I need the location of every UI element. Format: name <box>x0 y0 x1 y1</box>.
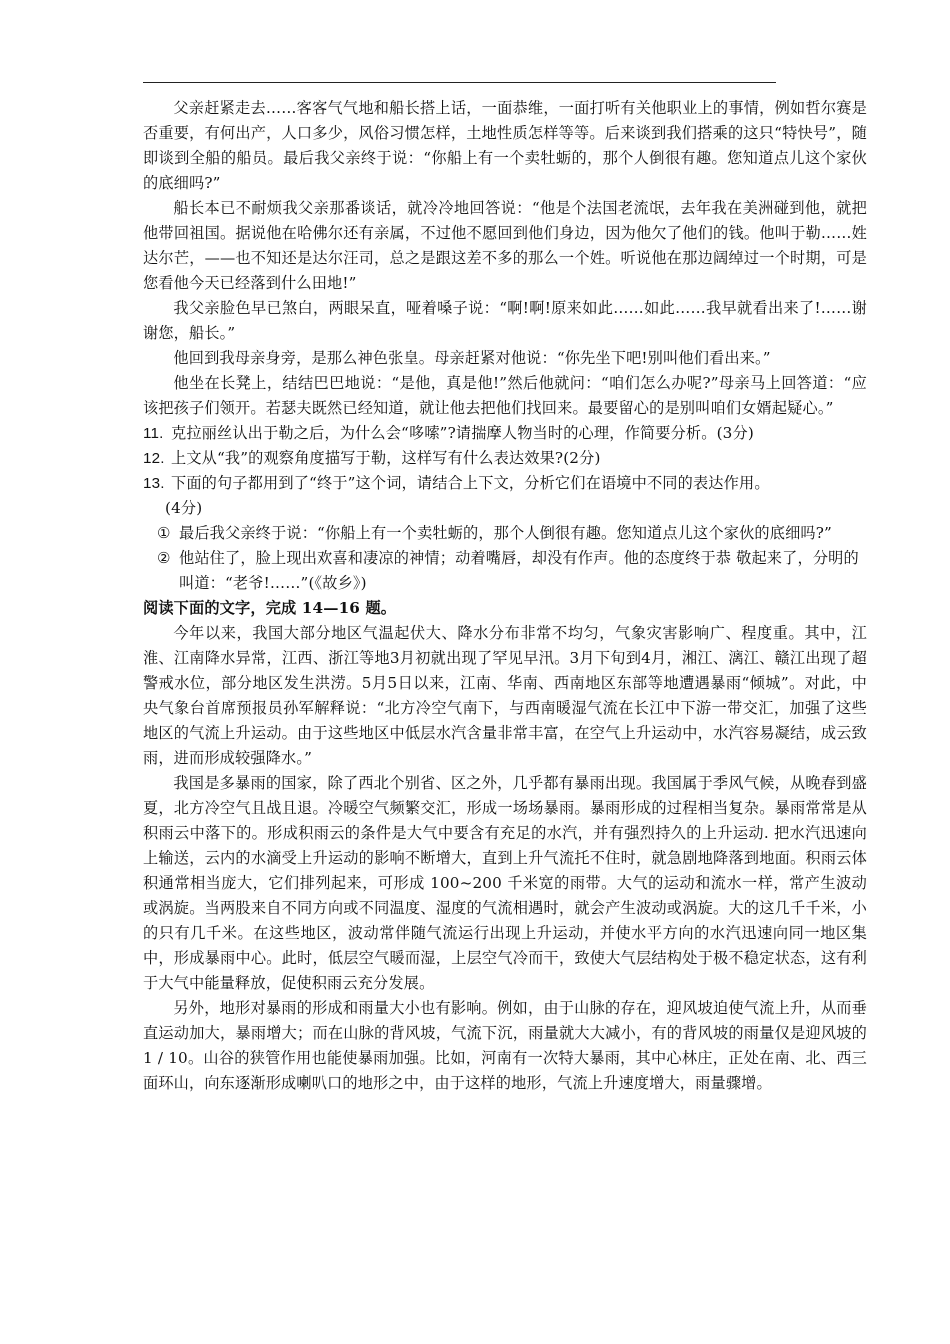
article-paragraph: 我国是多暴雨的国家，除了西北个别省、区之外，几乎都有暴雨出现。我国属于季风气候，从晚春到盛夏，北方冷空气且战且退。冷暖空气频繁交汇，形成一场场暴雨。暴雨形成的过程相当复杂。暴雨常常是从积雨云中落下的。形成积雨云的条件是大气中要含有充足的水汽，并有强烈持久的上升运动. 把水汽迅速向上输送，云内的水滴受上升运动的影响不断增大，直到上升气流托不住时，就急剧地降落到地面。积雨云体积通常相当庞大，它们排列起来，可形成 100~200 千米宽的雨带。大气的运动和流水一样，常产生波动或涡旋。当两股来自不同方向或不同温度、湿度的气流相遇时，就会产生波动或涡旋。大的这几千千米，小的只有几千米。在这些地区，波动常伴随气流运行出现上升运动，并使水平方向的水汽迅速向同一地区集中，形成暴雨中心。此时，低层空气暖而湿，上层空气冷而干，致使大气层结构处于极不稳定状态，这有利于大气中能量释放，促使积雨云充分发展。 <box>143 774 867 992</box>
story-paragraph: 父亲赶紧走去……客客气气地和船长搭上话，一面恭维，一面打听有关他职业上的事情，例如哲尔赛是否重要，有何出产，人口多少，风俗习惯怎样，土地性质怎样等等。后来谈到我们搭乘的这只“特快号”，随即谈到全船的船员。最后我父亲终于说：“你船上有一个卖牡蛎的，那个人倒很有趣。您知道点儿这个家伙的底细吗?” <box>143 99 867 192</box>
question-13-score: (4分) <box>165 499 203 517</box>
question-13-item-1 <box>157 521 867 546</box>
section-heading: 阅读下面的文字，完成 14—16 题。 <box>143 599 397 617</box>
item-text: 最后我父亲终于说：“你船上有一个卖牡蛎的，那个人倒很有趣。您知道点儿这个家伙的底细吗?” <box>179 524 832 542</box>
question-text: 克拉丽丝认出于勒之后，为什么会“哆嗦”?请揣摩人物当时的心理，作简要分析。(3分) <box>171 424 754 442</box>
header-rule <box>143 82 776 83</box>
question-number: 11. <box>143 425 164 442</box>
article-paragraph: 今年以来，我国大部分地区气温起伏大、降水分布非常不均匀，气象灾害影响广、程度重。其中，江淮、江南降水异常，江西、浙江等地3月初就出现了罕见早汛。3月下旬到4月，湘江、漓江、赣江出现了超警戒水位，部分地区发生洪涝。5月5日以来，江南、华南、西南地区东部等地遭遇暴雨“倾城”。对此，中央气象台首席预报员孙军解释说：“北方冷空气南下，与西南暖湿气流在长江中下游一带交汇，加强了这些地区的气流上升运动。由于这些地区中低层水汽含量非常丰富，在空气上升运动中，水汽容易凝结，成云致雨，进而形成较强降水。” <box>143 624 867 767</box>
story-paragraph: 他回到我母亲身旁，是那么神色张皇。母亲赶紧对他说：“你先坐下吧!别叫他们看出来。” <box>173 349 771 367</box>
item-text: 他站住了，脸上现出欢喜和凄凉的神情；动着嘴唇，却没有作声。他的态度终于恭 敬起来了，分明的叫道：“老爷!……”(《故乡》) <box>179 549 859 592</box>
question-11 <box>143 421 867 446</box>
article-paragraph: 另外，地形对暴雨的形成和雨量大小也有影响。例如，由于山脉的存在，迎风坡迫使气流上升，从而垂直运动加大，暴雨增大；而在山脉的背风坡，气流下沉，雨量就大大减小，有的背风坡的雨量仅是迎风坡的 1 / 10。山谷的狭管作用也能使暴雨加强。比如，河南有一次特大暴雨，其中心林庄，正处在南、北、西三面环山，向东逐渐形成喇叭口的地形之中，由于这样的地形，气流上升速度增大，雨量骤增。 <box>143 999 867 1092</box>
question-number: 13. <box>143 475 165 492</box>
document-body <box>143 96 867 1096</box>
question-text: 下面的句子都用到了“终于”这个词，请结合上下文，分析它们在语境中不同的表达作用。 <box>171 474 770 492</box>
question-13-item-2 <box>157 546 867 596</box>
question-number: 12. <box>143 450 165 467</box>
story-paragraph: 船长本已不耐烦我父亲那番谈话，就冷冷地回答说：“他是个法国老流氓，去年我在美洲碰到他，就把他带回祖国。据说他在哈佛尔还有亲属，不过他不愿回到他们身边，因为他欠了他们的钱。他叫于勒……姓达尔芒，——也不知还是达尔汪司，总之是跟这差不多的那么一个姓。听说他在那边阔绰过一个时期，可是您看他今天已经落到什么田地!” <box>143 199 867 292</box>
question-text: 上文从“我”的观察角度描写于勒，这样写有什么表达效果?(2分) <box>171 449 601 467</box>
story-paragraph: 他坐在长凳上，结结巴巴地说：“是他，真是他!”然后他就问：“咱们怎么办呢?”母亲马上回答道：“应该把孩子们领开。若瑟夫既然已经知道，就让他去把他们找回来。最要留心的是别叫咱们女婿起疑心。” <box>143 374 867 417</box>
story-paragraph: 我父亲脸色早已煞白，两眼呆直，哑着嗓子说：“啊!啊!原来如此……如此……我早就看出来了!……谢谢您，船长。” <box>143 299 867 342</box>
item-marker: ① <box>157 524 171 542</box>
item-marker: ② <box>157 549 171 567</box>
question-13 <box>143 471 867 496</box>
question-12 <box>143 446 867 471</box>
